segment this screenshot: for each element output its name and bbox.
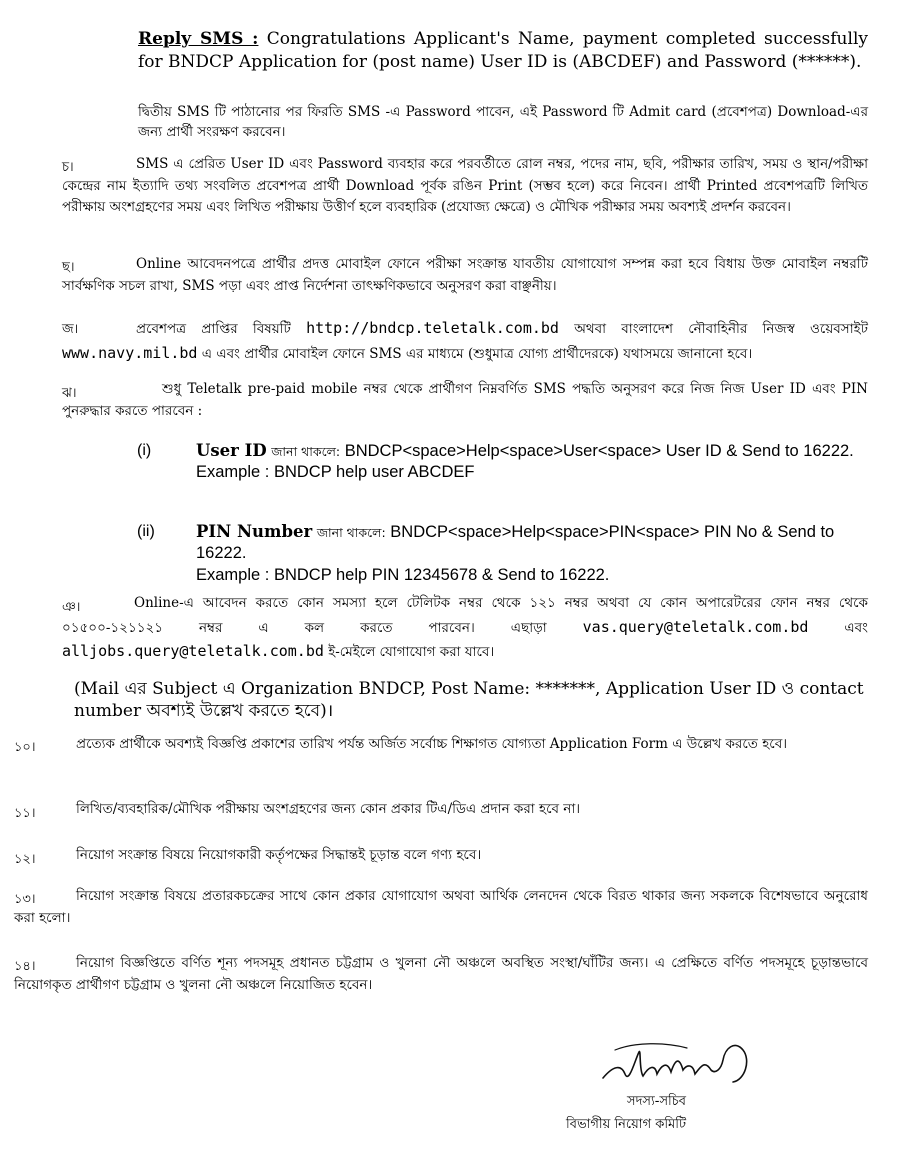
reply-sms-text: Congratulations Applicant's Name, payment completed successfully for BNDCP Application for (post name) User ID is (ABCDEF) and Password (******). — [138, 29, 868, 72]
mail-subject-note: (Mail এর Subject এ Organization BNDCP, Post Name: *******, Application User ID ও contact number অবশ্যই উল্লেখ করতে হবে)। — [74, 679, 864, 722]
recovery-example-pin: Example : BNDCP help PIN 12345678 & Send to 16222. — [196, 565, 610, 584]
item-marker-ja: জ। — [62, 322, 79, 337]
para-num-12: ১২। — [14, 852, 36, 867]
signature-committee: বিভাগীয় নিয়োগ কমিটি — [566, 1117, 687, 1132]
reply-sms-label: Reply SMS : — [138, 29, 259, 49]
item-marker-neo: ঞ। — [62, 600, 81, 615]
second-sms-note: দ্বিতীয় SMS টি পাঠানোর পর ফিরতি SMS -এ Password পাবেন, এই Password টি Admit card (প্রবেশপত্র) Download-এর জন্য প্রার্থী সংরক্ষণ করবেন। — [138, 104, 868, 141]
vas-query-email[interactable]: vas.query@teletalk.com.bd — [582, 617, 809, 636]
item-ja-text-a: প্রবেশপত্র প্রাপ্তির বিষয়টি — [136, 321, 291, 337]
recovery-num-1: (i) — [137, 442, 152, 459]
recovery-known-pin: জানা থাকলে: — [316, 525, 386, 540]
signature-title: সদস্য-সচিব — [627, 1094, 687, 1109]
item-marker-chha: ছ। — [62, 260, 75, 275]
para-num-10: ১০। — [14, 740, 36, 755]
item-ja-text-c: এ এবং প্রার্থীর মোবাইল ফোনে SMS এর মাধ্যমে (শুধুমাত্র যোগ্য প্রার্থীদেরকে) যথাসময়ে জানানো হবে। — [201, 345, 753, 362]
item-marker-jha: ঝ। — [62, 386, 77, 401]
para-num-14: ১৪। — [14, 959, 36, 974]
recovery-example-user-id: Example : BNDCP help user ABCDEF — [196, 463, 475, 482]
item-chha-text: Online আবেদনপত্রে প্রার্থীর প্রদত্ত মোবাইল ফোনে পরীক্ষা সংক্রান্ত যাবতীয় যোগাযোগ সম্পন্ন করা হবে বিধায় উক্ত মোবাইল নম্বরটি সার্বক্ষণিক সচল রাখা, SMS পড়া এবং প্রাপ্ত নির্দেশনা তাৎক্ষণিকভাবে অনুসরণ করা বাঞ্ছনীয়। — [62, 256, 868, 294]
recovery-cmd-user-id: BNDCP<space>Help<space>User<space> User ID & Send to 16222. — [344, 442, 854, 460]
item-neo-text — [62, 593, 868, 664]
para-10-text: প্রত্যেক প্রার্থীকে অবশ্যই বিজ্ঞপ্তি প্রকাশের তারিখ পর্যন্ত অর্জিত সর্বোচ্চ শিক্ষাগত যোগ্যতা Application Form এ উল্লেখ করতে হবে। — [76, 736, 788, 752]
item-jha-text: শুধু Teletalk pre-paid mobile নম্বর থেকে প্রার্থীগণ নিম্নবর্ণিত SMS পদ্ধতি অনুসরণ করে নিজ নিজ User ID এবং PIN পুনরুদ্ধার করতে পারবেন : — [62, 381, 868, 419]
recovery-label-pin: PIN Number — [196, 522, 313, 541]
para-14-text: নিয়োগ বিজ্ঞপ্তিতে বর্ণিত শূন্য পদসমূহ প্রধানত চট্টগ্রাম ও খুলনা নৌ অঞ্চলে অবস্থিত সংস্থা/ঘাঁটির জন্য। এ প্রেক্ষিতে বর্ণিত পদসমূহে চূড়ান্তভাবে নিয়োগকৃত প্রার্থীগণ চট্টগ্রাম ও খুলনা নৌ অঞ্চলে নিয়োজিত হবেন। — [14, 955, 868, 993]
alljobs-query-email[interactable]: alljobs.query@teletalk.com.bd — [62, 642, 324, 661]
recovery-cmd-pin: BNDCP<space>Help<space>PIN<space> PIN No & Send to 16222. — [196, 523, 835, 563]
para-num-11: ১১। — [14, 806, 36, 821]
bndcp-url-link[interactable]: http://bndcp.teletalk.com.bd — [306, 319, 559, 337]
recovery-item-user-id — [196, 440, 868, 484]
para-12-text: নিয়োগ সংক্রান্ত বিষয়ে নিয়োগকারী কর্তৃপক্ষের সিদ্ধান্তই চূড়ান্ত বলে গণ্য হবে। — [76, 847, 482, 863]
item-cha-text: SMS এ প্রেরিত User ID এবং Password ব্যবহার করে পরবর্তীতে রোল নম্বর, পদের নাম, ছবি, পরীক্ষার তারিখ, সময় ও স্থান/পরীক্ষা কেন্দ্রের নাম ইত্যাদি তথ্য সংবলিত প্রবেশপত্র প্রার্থী Download পূর্বক রঙিন Print (সম্ভব হলে) করে নিবেন। প্রার্থী Printed প্রবেশপত্রটি লিখিত পরীক্ষায় অংশগ্রহণের সময় এবং লিখিত পরীক্ষায় উত্তীর্ণ হলে ব্যবহারিক (প্রযোজ্য ক্ষেত্রে) ও মৌখিক পরীক্ষার সময় অবশ্যই প্রদর্শন করবেন। — [62, 156, 868, 216]
para-num-13: ১৩। — [14, 892, 36, 907]
item-neo-text-b: ই-মেইলে যোগাযোগ করা যাবে। — [328, 644, 495, 661]
para-13-text: নিয়োগ সংক্রান্ত বিষয়ে প্রতারকচক্রের সাথে কোন প্রকার যোগাযোগ অথবা আর্থিক লেনদেন থেকে বিরত থাকার জন্য সকলকে বিশেষভাবে অনুরোধ করা হলো। — [14, 888, 868, 926]
navy-url-link[interactable]: www.navy.mil.bd — [62, 343, 198, 362]
para-11-text: লিখিত/ব্যবহারিক/মৌখিক পরীক্ষায় অংশগ্রহণের জন্য কোন প্রকার টিএ/ডিএ প্রদান করা হবে না। — [76, 801, 581, 817]
item-ja-text-b: অথবা বাংলাদেশ নৌবাহিনীর নিজস্ব ওয়েবসাইট — [574, 321, 868, 337]
item-neo-and: এবং — [844, 619, 868, 636]
item-neo-text-a: Online-এ আবেদন করতে কোন সমস্যা হলে টেলিটক নম্বর থেকে ১২১ নম্বর অথবা যে কোন অপারেটরের ফোন নম্বর থেকে ০১৫০০-১২১১২১ নম্বর এ কল করতে পারবেন। এছাড়া — [62, 595, 868, 636]
item-marker-cha: চ। — [62, 160, 74, 175]
recovery-item-pin — [196, 521, 868, 586]
signature-scribble — [595, 1030, 755, 1100]
recovery-label-user-id: User ID — [196, 441, 267, 460]
recovery-num-2: (ii) — [137, 523, 155, 540]
recovery-known-user-id: জানা থাকলে: — [271, 444, 341, 459]
reply-sms-paragraph — [138, 28, 868, 74]
item-ja-text — [62, 316, 868, 365]
